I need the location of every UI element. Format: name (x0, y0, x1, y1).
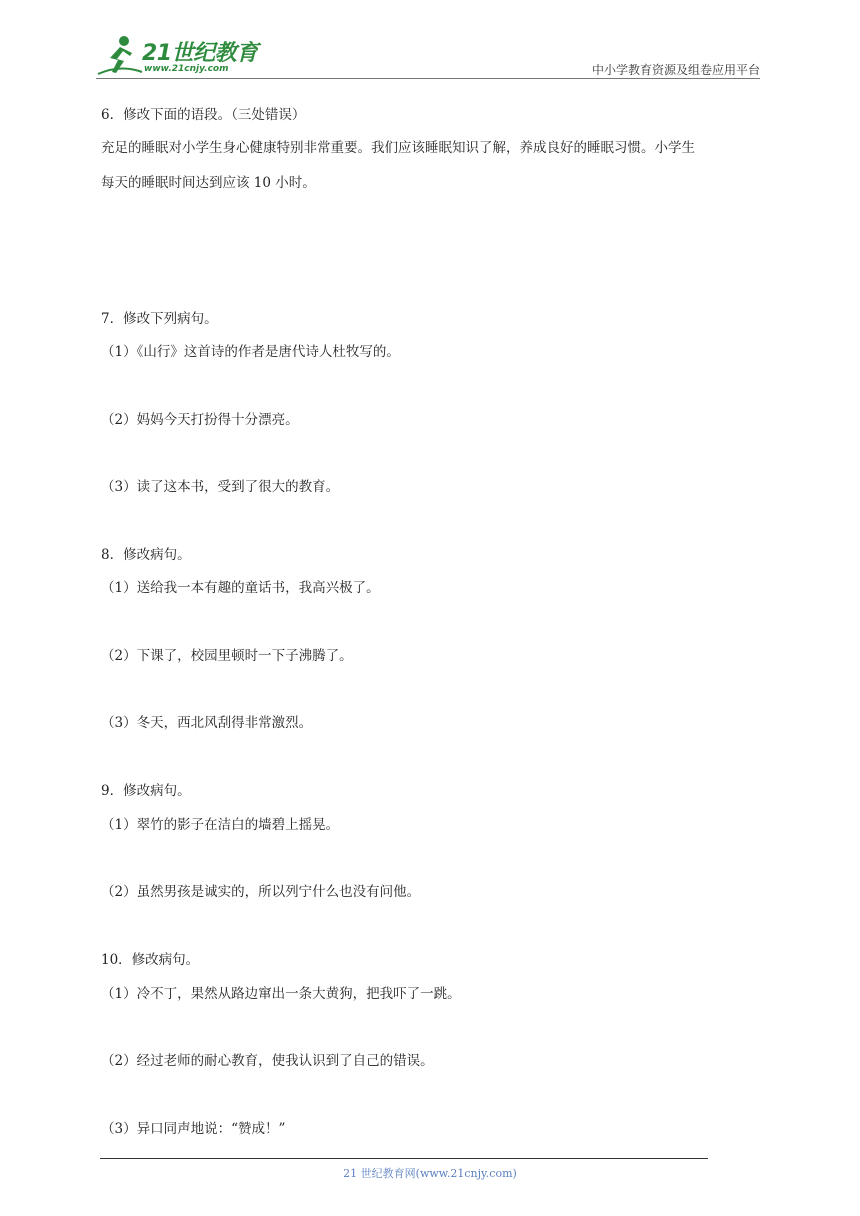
page-header (96, 28, 760, 80)
q7-item-3: （3）读了这本书，受到了很大的教育。 (101, 479, 340, 495)
logo-text: 21世纪教育 (142, 41, 258, 66)
header-platform-name: 中小学教育资源及组卷应用平台 (591, 63, 760, 77)
q8-item-2: （2）下课了，校园里顿时一下子沸腾了。 (101, 648, 353, 664)
q9-item-2: （2）虽然男孩是诚实的，所以列宁什么也没有问他。 (101, 884, 421, 900)
q8-item-3: （3）冬天，西北风刮得非常激烈。 (101, 715, 313, 731)
footer-divider (100, 1158, 708, 1159)
footer-text: 21 世纪教育网(www.21cnjy.com) (343, 1167, 517, 1180)
site-logo (96, 34, 266, 80)
q9-title: 9．修改病句。 (101, 783, 191, 799)
q7-item-1: （1）《山行》这首诗的作者是唐代诗人杜牧写的。 (101, 344, 400, 360)
runner-logo-icon (96, 34, 144, 80)
q8-title: 8．修改病句。 (101, 547, 191, 563)
q10-item-2: （2）经过老师的耐心教育，使我认识到了自己的错误。 (101, 1053, 434, 1069)
q9-item-1: （1）翠竹的影子在洁白的墙碧上摇晃。 (101, 817, 340, 833)
q10-title: 10．修改病句。 (101, 952, 200, 968)
header-divider (96, 78, 760, 79)
q6-passage-line-2: 每天的睡眠时间达到应该 10 小时。 (101, 175, 316, 191)
q10-item-3: （3）异口同声地说：“赞成！” (101, 1121, 286, 1137)
q6-passage-line-1: 充足的睡眠对小学生身心健康特别非常重要。我们应该睡眠知识了解，养成良好的睡眠习惯。小学生 (101, 140, 695, 156)
q7-item-2: （2）妈妈今天打扮得十分漂亮。 (101, 412, 299, 428)
q8-item-1: （1）送给我一本有趣的童话书，我高兴极了。 (101, 580, 380, 596)
logo-url: www.21cnjy.com (144, 64, 229, 74)
q6-title: 6．修改下面的语段。（三处错误） (101, 107, 306, 123)
q7-title: 7．修改下列病句。 (101, 311, 218, 327)
q10-item-1: （1）冷不丁，果然从路边窜出一条大黄狗，把我吓了一跳。 (101, 986, 461, 1002)
